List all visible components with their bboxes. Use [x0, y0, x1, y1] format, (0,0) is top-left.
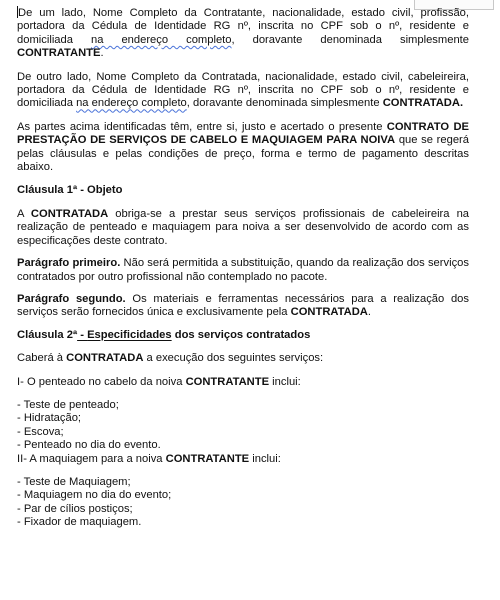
paragraph-text: , doravante denominada simplesmente — [186, 97, 383, 110]
paragraph-text: I- O penteado no cabelo da noiva — [17, 375, 186, 388]
paragraph-segundo — [17, 293, 469, 320]
bold-text: CONTRATO DE PRESTAÇÃO DE SERVIÇOS DE CABELO E MAQUIAGEM PARA NOIVA — [17, 120, 469, 147]
paragraph-text: obriga-se a prestar seus serviços profissionais de cabeleireira na realização de penteado e maquiagem para noiva a ser desenvolvido de acordo com as especificações deste contrato. — [17, 207, 470, 247]
document-content — [17, 6, 469, 530]
bold-text: CONTRATANTE — [165, 452, 250, 465]
paragraph-primeiro — [17, 257, 469, 284]
bold-text: Parágrafo primeiro. — [17, 257, 121, 270]
heading-text: dos serviços contratados — [171, 328, 311, 341]
bold-text: CONTRATADA — [66, 352, 144, 365]
list-item: - Fixador de maquiagem. — [17, 516, 142, 529]
paragraph-execucao — [17, 352, 469, 365]
paragraph-text: Caberá à — [17, 352, 67, 365]
paragraph-text: que se regerá pelas cláusulas e pelas condições de preço, forma e termo de pagamento descritas abaixo. — [17, 134, 469, 174]
clause-1-heading: Cláusula 1ª - Objeto — [17, 184, 123, 197]
list-item: - Par de cílios postiços; — [17, 502, 133, 515]
paragraph-objeto — [17, 208, 469, 248]
paragraph-text: inclui: — [269, 375, 301, 388]
heading-text: Especificidades — [87, 328, 172, 341]
list-item: - Maquiagem no dia do evento; — [17, 489, 172, 502]
bold-text: CONTRATANTE — [17, 47, 101, 60]
paragraph-text: . — [367, 306, 371, 319]
section-maquiagem — [17, 453, 469, 466]
bold-text: CONTRATADA — [290, 306, 368, 319]
paragraph-text: a execução dos seguintes serviços: — [143, 352, 324, 365]
list-item: - Teste de Maquiagem; — [17, 475, 131, 488]
paragraph-text: Os materiais e ferramentas necessários para a realização dos serviços serão fornecidos única e exclusivamente pela — [17, 292, 469, 319]
paragraph-text: A — [17, 207, 31, 220]
spellcheck-underlined-text: na endereço completo — [90, 33, 232, 46]
clause-2-heading — [17, 329, 469, 342]
list-item: - Hidratação; — [17, 412, 82, 425]
paragraph-text: As partes acima identificadas têm, entre si, justo e acertado o presente — [17, 120, 387, 133]
list-item: - Penteado no dia do evento. — [17, 439, 161, 452]
paragraph-text: , doravante denominada simplesmente — [231, 33, 469, 46]
bold-text: Parágrafo segundo. — [17, 292, 126, 305]
paragraph-partes — [17, 121, 469, 175]
paragraph-text: . — [100, 47, 104, 60]
paragraph-text: II- A maquiagem para a noiva — [17, 452, 166, 465]
paragraph-text: De um lado, Nome Completo da Contratante, nacionalidade, estado civil, profissão, portadora da Cédula de Identidade RG nº, inscrita no CPF sob o nº, residente e domiciliada — [17, 7, 469, 46]
heading-text: - — [77, 328, 88, 341]
spellcheck-underlined-text: na endereço completo — [76, 97, 187, 110]
heading-text: Cláusula 2ª — [17, 328, 78, 341]
paragraph-text: inclui: — [249, 452, 281, 465]
list-item: - Teste de penteado; — [17, 398, 119, 411]
paragraph-text: De outro lado, Nome Completo da Contratada, nacionalidade, estado civil, cabeleireira, portadora da Cédula de Identidade RG nº, inscrita no CPF sob o nº, residente e domiciliada — [17, 70, 469, 110]
bold-text: CONTRATADA — [30, 207, 109, 220]
section-penteado — [17, 376, 469, 389]
list-item: - Escova; — [17, 425, 64, 438]
paragraph-contratada — [17, 71, 469, 111]
bold-text: CONTRATADA. — [382, 97, 464, 110]
paragraph-text: Não será permitida a substituição, quando da realização dos serviços contratados por outro profissional não contemplado no pacote. — [17, 257, 469, 283]
bold-text: CONTRATANTE — [185, 375, 270, 388]
paragraph-contratante — [17, 6, 469, 61]
